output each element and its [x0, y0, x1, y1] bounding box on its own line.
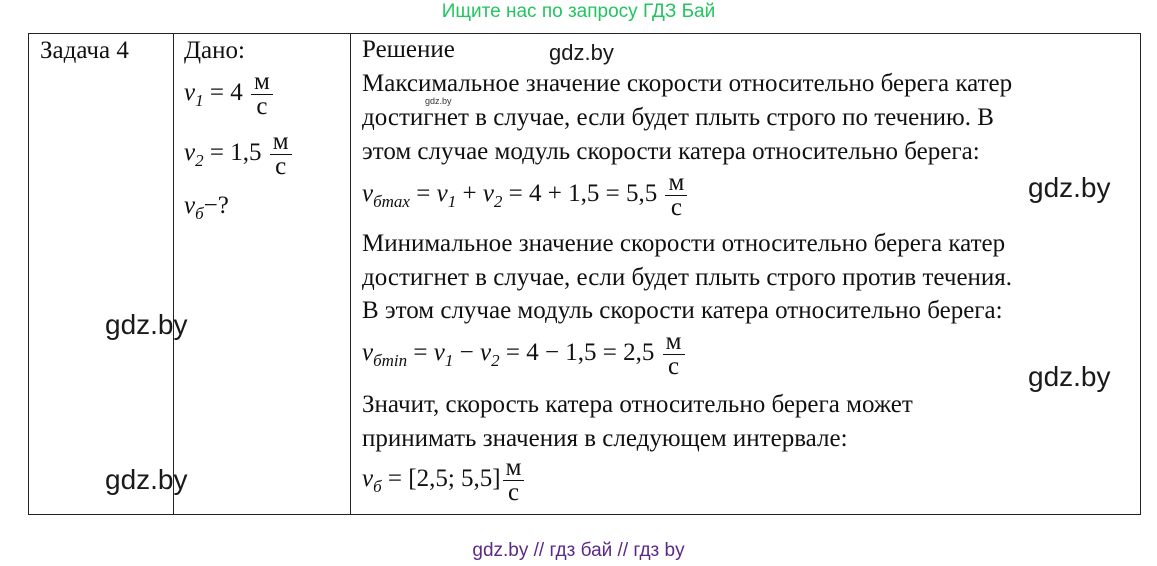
column-divider-2: [350, 34, 351, 514]
equation-min: $v_{бmin} = v_1 - v_2 = 4 - 1,5 = 2,5$ $\frac{м}{с}$: [362, 330, 687, 379]
given-v2: $v_2 = 1,5$ $\frac{м}{с}$: [184, 130, 294, 179]
solution-p1-line3: этом случае модуль скорости катера относительно берега:: [362, 138, 980, 165]
solution-p2-line2: достигнет в случае, если будет плыть строго против течения.: [362, 264, 1013, 291]
watermark: gdz.by: [1028, 172, 1111, 203]
column-divider-1: [173, 34, 174, 514]
given-title: Дано:: [184, 37, 245, 64]
unit-fraction: $\frac{м}{с}$: [251, 70, 273, 119]
solution-p2-line1: Минимальное значение скорости относительно берега катер: [362, 230, 1006, 257]
unit-fraction: $\frac{м}{с}$: [503, 456, 525, 505]
watermark: gdz.by: [549, 40, 614, 65]
watermark-small: gdz.by: [425, 96, 452, 106]
given-find: $v_б-$?: [184, 192, 229, 223]
solution-p1-line2: достигнет в случае, если будет плыть строго по течению. В: [362, 104, 994, 131]
solution-table: [28, 33, 1141, 515]
unit-fraction: $\frac{м}{с}$: [663, 330, 685, 379]
footer-links: gdz.by // гдз бай // гдз by: [472, 540, 685, 561]
unit-fraction: $\frac{м}{с}$: [665, 171, 687, 220]
solution-p2-line3: В этом случае модуль скорости катера относительно берега:: [362, 297, 1003, 324]
solution-title: Решение: [362, 36, 455, 63]
watermark: gdz.by: [1028, 361, 1111, 392]
solution-p1-line1: Максимальное значение скорости относительно берега катер: [362, 70, 1013, 97]
given-v1: $v_1 = 4$ $\frac{м}{с}$: [184, 70, 275, 119]
equation-interval: $v_б = [2,5$; 5,5] $\frac{м}{с}$: [362, 456, 526, 505]
top-banner: Ищите нас по запросу ГДЗ Бай: [441, 1, 716, 22]
unit-fraction: $\frac{м}{с}$: [270, 130, 292, 179]
equation-max: $v_{бmax} = v_1 + v_2 = 4 + 1,5 = 5,5$ $\frac{м}{с}$: [362, 171, 689, 220]
solution-p3-line2: принимать значения в следующем интервале:: [362, 425, 848, 452]
watermark: gdz.by: [105, 309, 188, 340]
watermark: gdz.by: [105, 464, 188, 495]
task-label: Задача 4: [40, 37, 129, 64]
solution-p3-line1: Значит, скорость катера относительно берега может: [362, 391, 913, 418]
